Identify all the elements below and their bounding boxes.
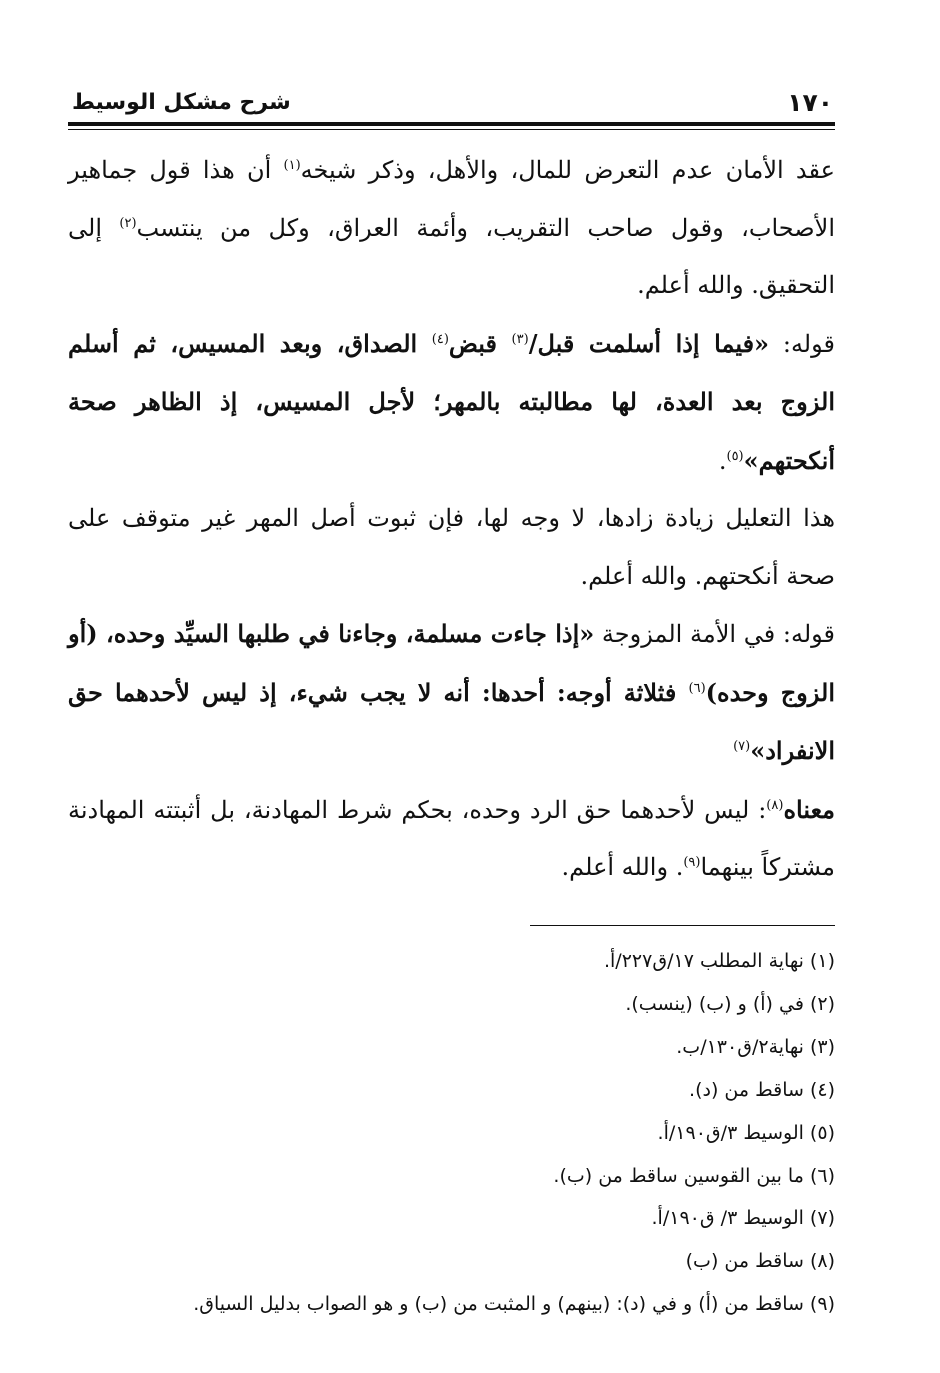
paragraph-4 [68,605,835,781]
footnote: (٢) في (أ) و (ب) (ينسب). [625,992,835,1015]
paragraph-3 [68,490,835,605]
quoted-text: «فيما إذا أسلمت قبل/ [528,328,770,358]
text-run: قوله: [769,329,835,358]
header-rule-thin [68,129,835,130]
text-run: : ليس لأحدهما حق الرد وحده، بحكم شرط المهادنة، بل أثبتته المهادنة مشتركاً بينهما [68,795,835,881]
footnote: (١) نهاية المطلب ١٧/ق٢٢٧/أ. [603,950,835,972]
book-page [68,88,835,1326]
footnote-ref: (٧) [733,739,751,754]
footnote: (٨) ساقط من (ب) [685,1250,835,1273]
main-text [68,142,835,897]
footnote-ref: (٨) [766,797,784,813]
text-run: هذا التعليل زيادة زادها، لا وجه لها، فإن ثبوت أصل المهر غير متوقف على صحة أنكحتهم. والله أعلم. [68,504,835,590]
quoted-text: فثلاثة أوجه: أحدها: أنه لا يجب شيء، إذ ليس لأحدهما حق الانفراد» [68,677,835,765]
paragraph-2 [68,315,835,491]
text-run: قوله: في الأمة المزوجة [594,620,835,648]
footnote-ref: (١) [283,158,301,173]
page-number: ١٧٠ [787,88,833,117]
quoted-text: «إذا جاءت مسلمة، وجاءنا في طلبها السيِّد وحده، (أو الزوج وحده) [68,619,835,707]
footnotes [68,940,835,1326]
quoted-text: الصداق، وبعد المسيس، ثم أسلم الزوج بعد العدة، لها مطالبته بالمهر؛ لأجل المسيس، إذ الظاهر صحة أنكحتهم» [68,328,835,475]
footnote: (٣) نهاية٢/ق١٣٠/ب. [676,1035,835,1058]
text-run: عقد الأمان عدم التعرض للمال، والأهل، وذكر شيخه [300,156,835,184]
footnote: (٧) الوسيط ٣/ ق١٩٠/أ. [651,1207,835,1230]
page-header [68,88,835,122]
header-rule-thick [68,122,835,126]
paragraph-5 [68,781,835,897]
quoted-text: معناه [783,794,835,824]
text-run: أن هذا قول جماهير الأصحاب، وقول صاحب التقريب، وأئمة العراق، وكل من ينتسب [68,156,835,242]
footnote: (٦) ما بين القوسين ساقط من (ب). [553,1164,835,1187]
running-title: شرح مشكل الوسيط [72,90,291,115]
text-run: . والله أعلم. [561,853,684,881]
footnote-ref: (٤) [431,331,449,347]
paragraph-1 [68,142,835,315]
footnote: (٤) ساقط من (د). [689,1078,835,1101]
footnote: (٩) ساقط من (أ) و في (د): (بينهم) و المثبت من (ب) و هو الصواب بدليل السياق. [193,1293,835,1316]
footnote-ref: (٣) [511,331,529,347]
footnote: (٥) الوسيط ٣/ق١٩٠/أ. [657,1121,835,1144]
text-run: . [718,446,727,475]
footnote-ref: (٦) [688,680,706,696]
text-run: إلى التحقيق. والله أعلم. [68,213,835,299]
footnote-ref: (٥) [726,448,744,464]
quoted-text: قبض [448,328,512,358]
footnote-ref: (٩) [683,855,701,870]
footnote-ref: (٢) [119,215,137,231]
footnote-separator [530,925,835,927]
